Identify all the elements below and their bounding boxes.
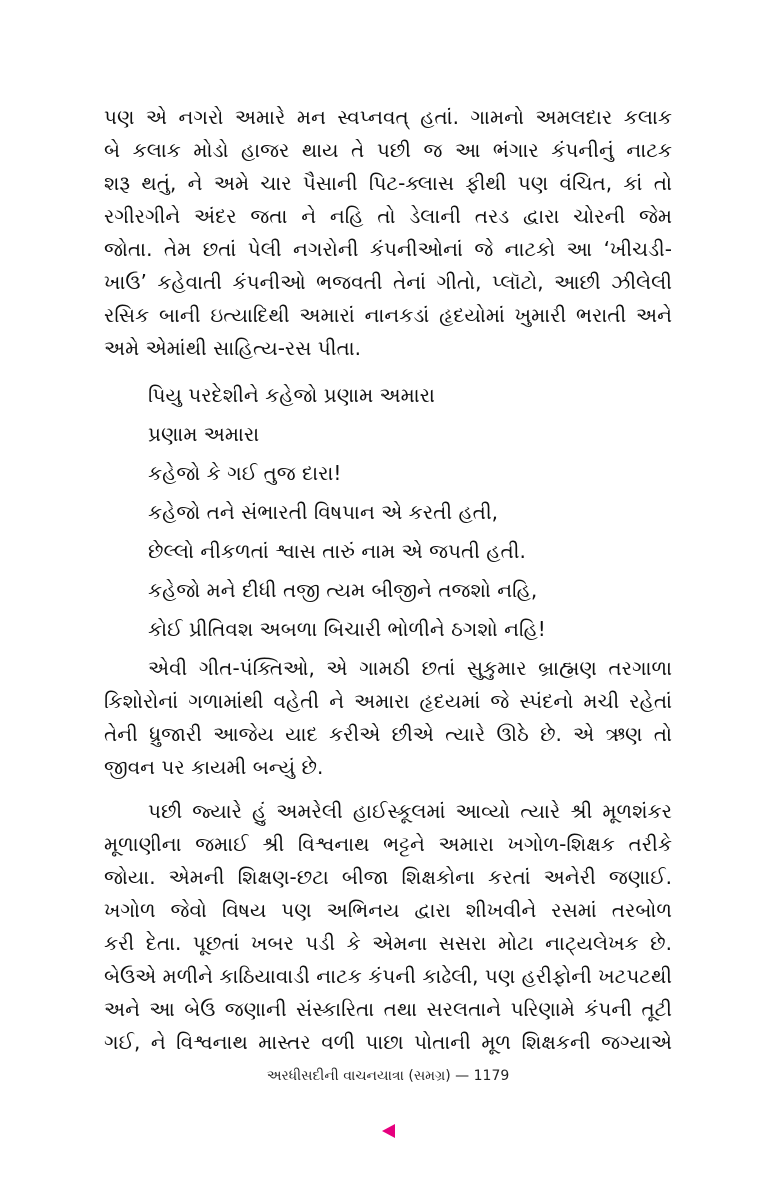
text-line: જોતા. તેમ છતાં પેલી નગરોની કંપનીઓનાં જે નાટકો આ ‘ખીચડી- xyxy=(104,237,672,261)
text-line: ખગોળ જેવો વિષય પણ અભિનય દ્વારા શીખવીને રસમાં તરબોળ xyxy=(104,898,672,922)
text-line: જોયા. એમની શિક્ષણ-છટા બીજા શિક્ષકોના કરતાં અનેરી જણાઈ. xyxy=(104,865,672,889)
text-line: કિશોરોનાં ગળામાંથી વહેતી ને અમારા હૃદયમાં જે સ્પંદનો મચી રહેતાં xyxy=(104,689,672,713)
text-line: જીવન પર કાયમી બન્યું છે. xyxy=(104,755,324,779)
text-line: ગઈ, ને વિશ્વનાથ માસ્તર વળી પાછા પોતાની મૂળ શિક્ષકની જગ્યાએ xyxy=(104,1030,672,1054)
verse-line: છેલ્લો નીકળતાં શ્વાસ તારું નામ એ જપતી હતી. xyxy=(148,539,526,563)
text-line: મૂળાણીના જમાઈ શ્રી વિશ્વનાથ ભટ્ટને અમારા ખગોળ-શિક્ષક તરીકે xyxy=(104,832,672,856)
verse-line: કહેજો કે ગઈ તુજ દારા! xyxy=(148,461,342,485)
paragraph-2 xyxy=(104,652,672,784)
paragraph-1 xyxy=(104,101,672,365)
text-line: કરી દેતા. પૂછતાં ખબર પડી કે એમના સસરા મોટા નાટ્યલેખક છે. xyxy=(104,931,672,955)
verse-line: કહેજો મને દીધી તજી ત્યમ બીજીને તજશો નહિ, xyxy=(148,578,538,602)
text-line: રસિક બાની ઇત્યાદિથી અમારાં નાનકડાં હૃદયોમાં ખુમારી ભરાતી અને xyxy=(104,303,672,327)
verse-line: પ્રણામ અમારા xyxy=(148,422,260,446)
page-footer: અરધીસદીની વાચનયાત્રા (સમગ્ર) — 1179 xyxy=(266,1068,510,1084)
text-line: અમે એમાંથી સાહિત્ય-રસ પીતા. xyxy=(104,336,362,360)
verse-line: પિયુ પરદેશીને કહેજો પ્રણામ અમારા xyxy=(148,383,435,407)
text-line: તેની ધ્રુજારી આજેય યાદ કરીએ છીએ ત્યારે ઊઠે છે. એ ઋણ તો xyxy=(104,722,672,746)
text-line: રગીરગીને અંદર જતા ને નહિ તો ડેલાની તરડ દ્વારા ચોરની જેમ xyxy=(104,204,672,228)
text-line: ખાઉ’ કહેવાતી કંપનીઓ ભજવતી તેનાં ગીતો, પ્લૉટો, આછી ઝીલેલી xyxy=(104,270,672,294)
text-line: પછી જ્યારે હું અમરેલી હાઈસ્કૂલમાં આવ્યો ત્યારે શ્રી મૂળશંકર xyxy=(148,799,672,823)
text-line: બેઉએ મળીને કાઠિયાવાડી નાટક કંપની કાઢેલી, પણ હરીફોની ખટપટથી xyxy=(104,964,672,988)
verse-line: કહેજો તને સંભારતી વિષપાન એ કરતી હતી, xyxy=(148,500,499,524)
song-verse xyxy=(148,376,546,649)
text-line: શરૂ થતું, ને અમે ચાર પૈસાની પિટ-ક્લાસ ફીથી પણ વંચિત, કાં તો xyxy=(104,171,672,195)
text-line: પણ એ નગરો અમારે મન સ્વપ્નવત્ હતાં. ગામનો અમલદાર કલાક xyxy=(104,105,672,129)
paragraph-3 xyxy=(104,795,672,1059)
text-line: અને આ બેઉ જણાની સંસ્કારિતા તથા સરલતાને પરિણામે કંપની તૂટી xyxy=(104,997,672,1021)
text-line: બે કલાક મોડો હાજર થાય તે પછી જ આ ભંગાર કંપનીનું નાટક xyxy=(104,138,672,162)
previous-page-arrow-icon[interactable] xyxy=(382,1124,395,1138)
text-line: એવી ગીત-પંક્તિઓ, એ ગામઠી છતાં સુકુમાર બ્રાહ્મણ તરગાળા xyxy=(148,656,672,680)
verse-line: કોઈ પ્રીતિવશ અબળા બિચારી ભોળીને ઠગશો નહિ! xyxy=(148,617,546,641)
